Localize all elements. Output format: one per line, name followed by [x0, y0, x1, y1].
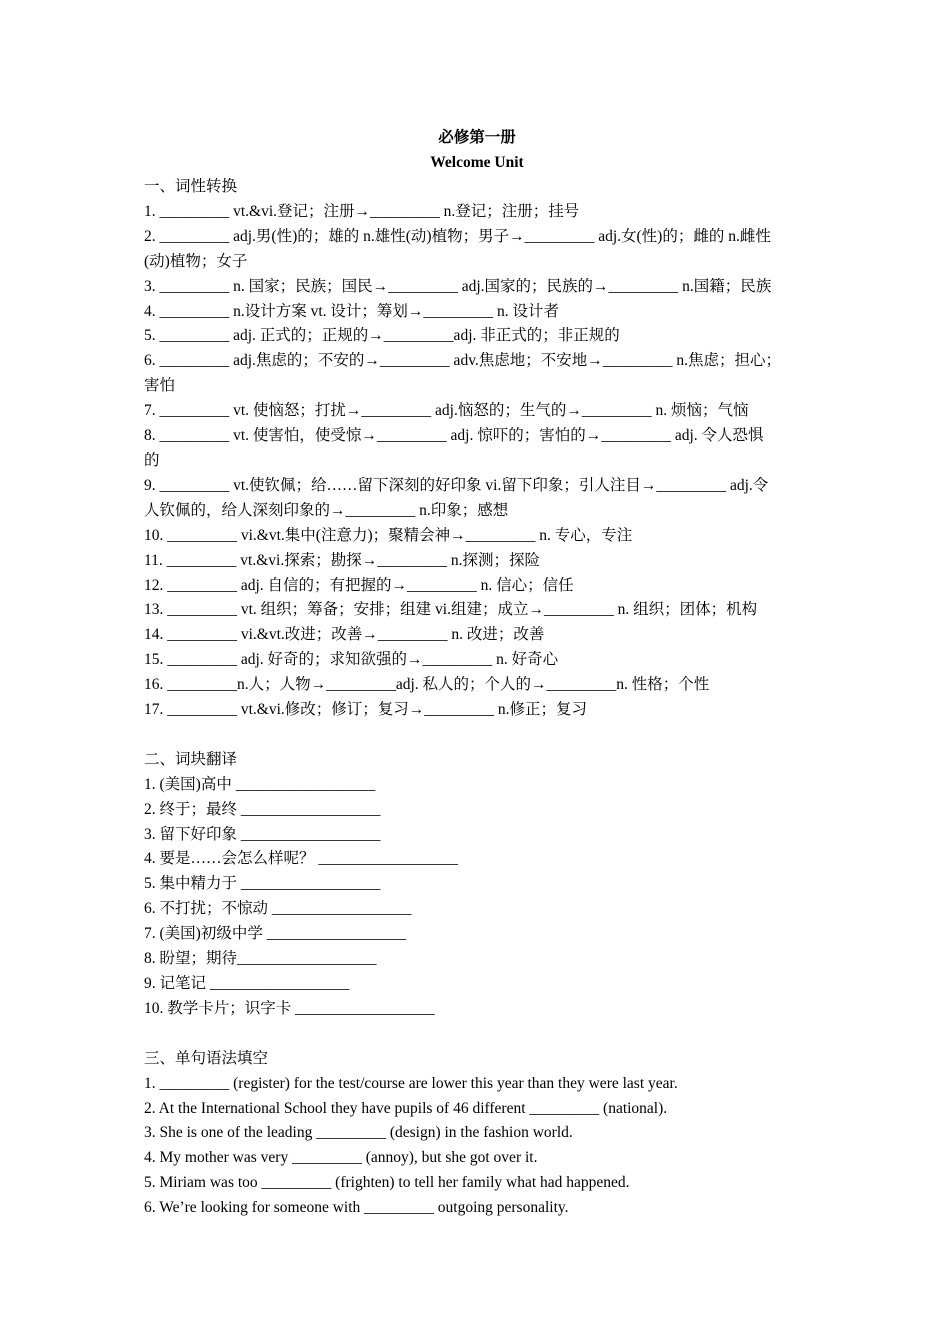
- exercise-line: 10. _________ vi.&vt.集中(注意力)；聚精会神→_________ n. 专心，专注: [144, 526, 633, 544]
- exercise-line: 7. (美国)初级中学 __________________: [144, 925, 407, 943]
- exercise-line: 2. 终于；最终 __________________: [144, 800, 381, 818]
- exercise-line: 1. (美国)高中 __________________: [144, 775, 376, 793]
- exercise-line: 害怕: [144, 377, 176, 395]
- exercise-line: 5. 集中精力于 __________________: [144, 875, 381, 893]
- exercise-line: 4. My mother was very _________ (annoy), but she got over it.: [144, 1149, 538, 1167]
- exercise-line: 的: [144, 451, 160, 469]
- section-spacer: [144, 1022, 810, 1047]
- exercise-line: 3. 留下好印象 __________________: [144, 825, 381, 843]
- exercise-line: 8. _________ vt. 使害怕，使受惊→_________ adj. 惊吓的；害怕的→_________ adj. 令人恐惧: [144, 427, 764, 445]
- exercise-line: 5. _________ adj. 正式的；正规的→_________adj. 非正式的；非正规的: [144, 327, 620, 345]
- exercise-line: 4. 要是……会怎么样呢？ __________________: [144, 850, 458, 868]
- section-heading-part-of-speech: 一、词性转换: [144, 178, 238, 195]
- worksheet-page: [144, 125, 810, 1221]
- exercise-line: 6. _________ adj.焦虑的；不安的→_________ adv.焦虑地；不安地→_________ n.焦虑；担心；: [144, 352, 782, 370]
- exercise-line: 5. Miriam was too _________ (frighten) to tell her family what had happened.: [144, 1174, 630, 1192]
- exercise-line: 10. 教学卡片；识字卡 __________________: [144, 999, 435, 1017]
- exercise-line: 6. We’re looking for someone with _________ outgoing personality.: [144, 1199, 569, 1217]
- exercise-line: 11. _________ vt.&vi.探索；勘探→_________ n.探测；探险: [144, 551, 540, 569]
- exercise-line: 12. _________ adj. 自信的；有把握的→_________ n. 信心；信任: [144, 576, 574, 594]
- exercise-line: 8. 盼望；期待__________________: [144, 950, 377, 968]
- exercise-line: 17. _________ vt.&vi.修改；修订；复习→_________ n.修正；复习: [144, 701, 588, 719]
- exercise-line: 1. _________ vt.&vi.登记；注册→_________ n.登记；注册；挂号: [144, 202, 580, 220]
- exercise-line: 13. _________ vt. 组织；筹备；安排；组建 vi.组建；成立→_________ n. 组织；团体；机构: [144, 601, 758, 619]
- page-title: 必修第一册: [438, 129, 516, 146]
- exercise-line: 人钦佩的，给人深刻印象的→_________ n.印象；感想: [144, 501, 509, 519]
- exercise-line: 3. She is one of the leading _________ (design) in the fashion world.: [144, 1124, 573, 1142]
- exercise-line: 2. _________ adj.男(性)的；雄的 n.雄性(动)植物；男子→_________ adj.女(性)的；雌的 n.雌性: [144, 227, 771, 245]
- exercise-line: 6. 不打扰；不惊动 __________________: [144, 900, 412, 918]
- exercise-line: 2. At the International School they have pupils of 46 different _________ (national).: [144, 1099, 668, 1117]
- exercise-line: 4. _________ n.设计方案 vt. 设计；筹划→_________ n. 设计者: [144, 302, 560, 320]
- exercise-line: 16. _________n.人；人物→_________adj. 私人的；个人的→_________n. 性格；个性: [144, 676, 710, 694]
- exercise-line: 14. _________ vi.&vt.改进；改善→_________ n. 改进；改善: [144, 626, 545, 644]
- exercise-line: 7. _________ vt. 使恼怒；打扰→_________ adj.恼怒的；生气的→_________ n. 烦恼；气恼: [144, 402, 749, 420]
- exercise-line: 3. _________ n. 国家；民族；国民→_________ adj.国家的；民族的→_________ n.国籍；民族: [144, 277, 772, 295]
- exercise-line: 9. _________ vt.使钦佩；给……留下深刻的好印象 vi.留下印象；引人注目→_________ adj.令: [144, 476, 769, 494]
- section-spacer: [144, 723, 810, 748]
- exercise-line: (动)植物；女子: [144, 252, 248, 270]
- exercise-line: 1. _________ (register) for the test/course are lower this year than they were last year.: [144, 1074, 678, 1092]
- section-heading-phrase-translation: 二、词块翻译: [144, 750, 238, 768]
- section-heading-grammar-fill: 三、单句语法填空: [144, 1049, 269, 1067]
- exercise-line: 9. 记笔记 __________________: [144, 974, 350, 992]
- page-subtitle: Welcome Unit: [430, 154, 524, 171]
- exercise-line: 15. _________ adj. 好奇的；求知欲强的→_________ n. 好奇心: [144, 651, 559, 669]
